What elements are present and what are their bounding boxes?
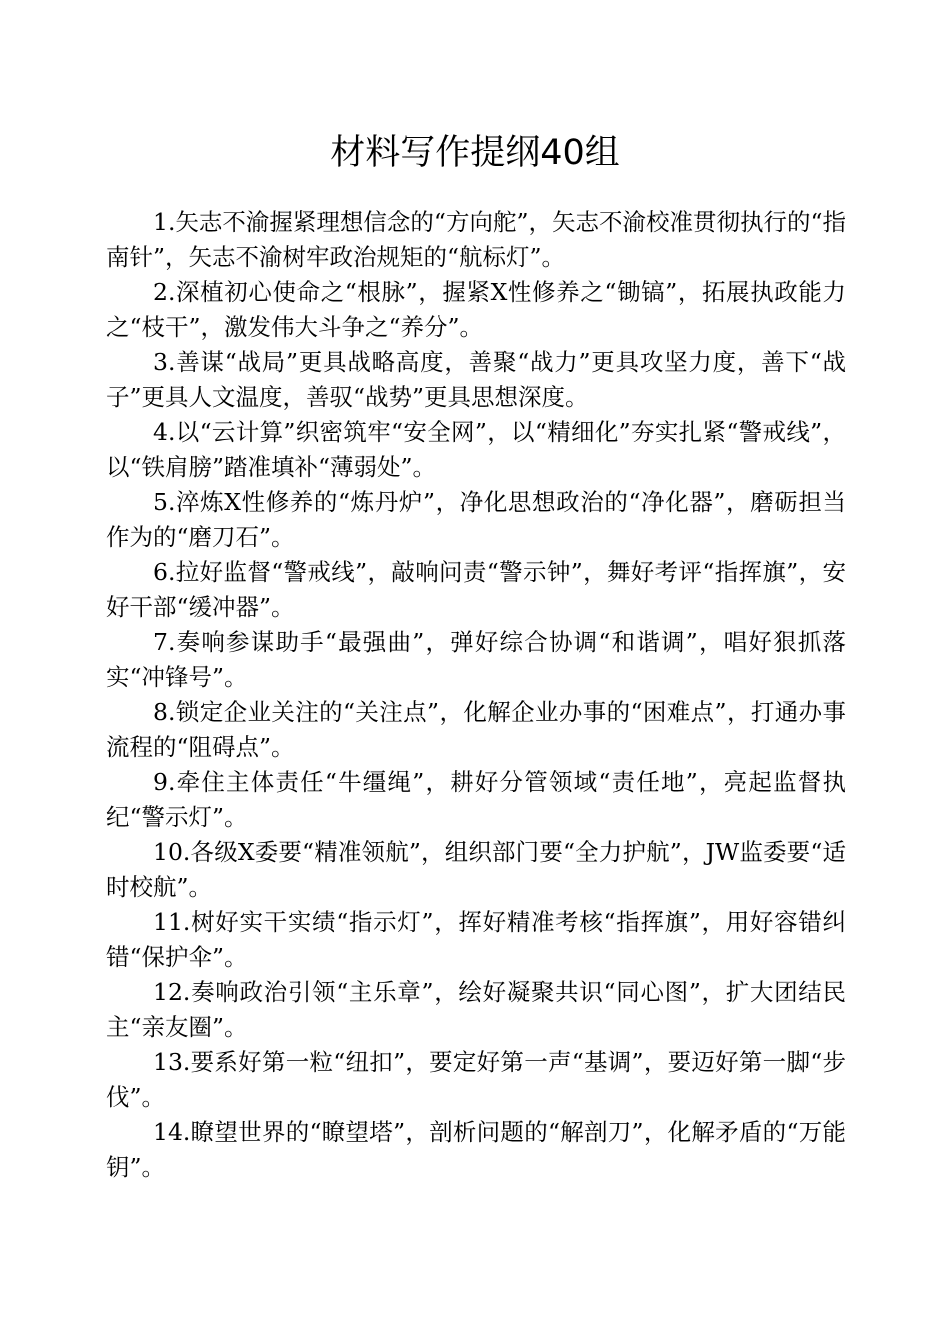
list-item: 5.淬炼X性修养的“炼丹炉”，净化思想政治的“净化器”，磨砺担当作为的“磨刀石”。 bbox=[106, 488, 846, 551]
list-item: 13.要系好第一粒“纽扣”，要定好第一声“基调”，要迈好第一脚“步伐”。 bbox=[106, 1048, 846, 1111]
document-title: 材料写作提纲40组 bbox=[330, 133, 620, 173]
list-item: 10.各级X委要“精准领航”，组织部门要“全力护航”，JW监委要“适时校航”。 bbox=[106, 838, 846, 901]
list-item: 8.锁定企业关注的“关注点”，化解企业办事的“困难点”，打通办事流程的“阻碍点”。 bbox=[106, 698, 846, 761]
list-item: 14.瞭望世界的“瞭望塔”，剖析问题的“解剖刀”，化解矛盾的“万能钥”。 bbox=[106, 1118, 846, 1181]
list-item: 4.以“云计算”织密筑牢“安全网”，以“精细化”夯实扎紧“警戒线”，以“铁肩膀”踏准填补“薄弱处”。 bbox=[106, 418, 846, 481]
list-item: 11.树好实干实绩“指示灯”，挥好精准考核“指挥旗”，用好容错纠错“保护伞”。 bbox=[106, 908, 846, 971]
list-item: 7.奏响参谋助手“最强曲”，弹好综合协调“和谐调”，唱好狠抓落实“冲锋号”。 bbox=[106, 628, 846, 691]
document-body bbox=[106, 205, 846, 1185]
list-item: 12.奏响政治引领“主乐章”，绘好凝聚共识“同心图”，扩大团结民主“亲友圈”。 bbox=[106, 978, 846, 1041]
list-item: 1.矢志不渝握紧理想信念的“方向舵”，矢志不渝校准贯彻执行的“指南针”，矢志不渝树牢政治规矩的“航标灯”。 bbox=[106, 208, 846, 271]
list-item: 3.善谋“战局”更具战略高度，善聚“战力”更具攻坚力度，善下“战子”更具人文温度，善驭“战势”更具思想深度。 bbox=[106, 348, 846, 411]
list-item: 6.拉好监督“警戒线”，敲响问责“警示钟”，舞好考评“指挥旗”，安好干部“缓冲器”。 bbox=[106, 558, 846, 621]
list-item: 9.牵住主体责任“牛缰绳”，耕好分管领域“责任地”，亮起监督执纪“警示灯”。 bbox=[106, 768, 846, 831]
list-item: 2.深植初心使命之“根脉”，握紧X性修养之“锄镐”，拓展执政能力之“枝干”，激发伟大斗争之“养分”。 bbox=[106, 278, 846, 341]
